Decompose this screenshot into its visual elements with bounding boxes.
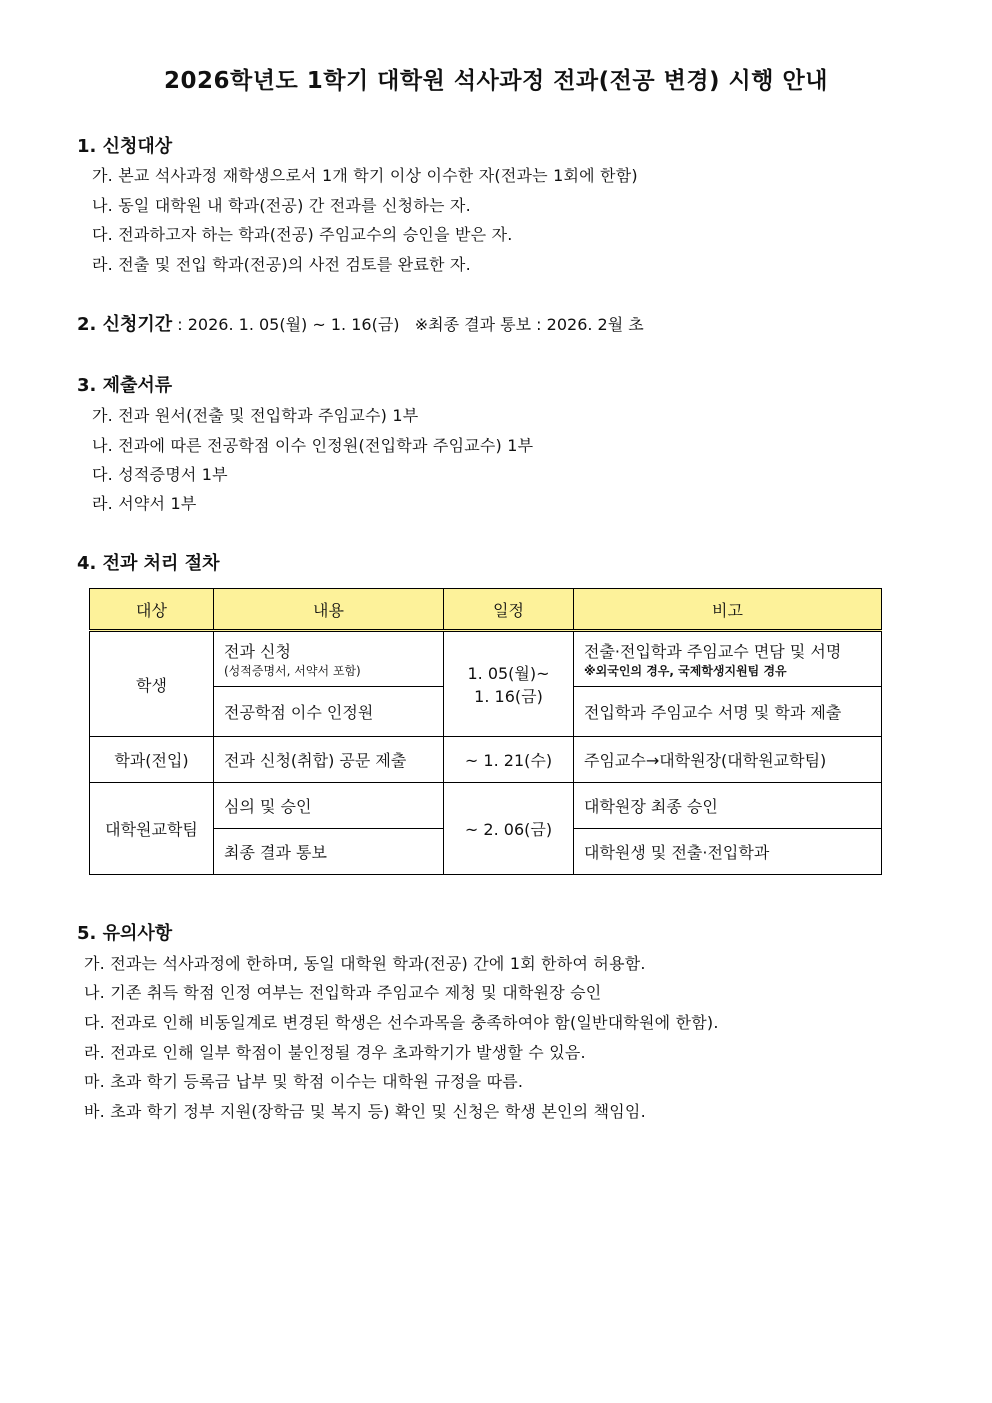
section5-item-1: 가. 전과는 석사과정에 한하며, 동일 대학원 학과(전공) 간에 1회 한하여 허용함. <box>84 954 646 973</box>
section2-period: : 2026. 1. 05(월) ~ 1. 16(금) ※최종 결과 통보 : 2026. 2월 초 <box>172 315 644 334</box>
section2-line <box>77 310 644 336</box>
table-row <box>90 783 882 829</box>
student-content-2: 전공학점 이수 인정원 <box>214 687 444 737</box>
section3-item-1: 가. 전과 원서(전출 및 전입학과 주임교수) 1부 <box>92 406 419 425</box>
student-target: 학생 <box>90 631 214 737</box>
section1-item-1: 가. 본교 석사과정 재학생으로서 1개 학기 이상 이수한 자(전과는 1회에 한함) <box>92 166 638 185</box>
student-note-1-sub: ※외국인의 경우, 국제학생지원팀 경유 <box>584 664 787 678</box>
header-schedule: 일정 <box>444 589 574 631</box>
office-note-1: 대학원장 최종 승인 <box>574 783 882 829</box>
section5-item-6: 바. 초과 학기 정부 지원(장학금 및 복지 등) 확인 및 신청은 학생 본인의 책임임. <box>84 1102 646 1121</box>
student-note-1-label: 전출·전입학과 주임교수 면담 및 서명 <box>584 642 842 661</box>
section1-item-2: 나. 동일 대학원 내 학과(전공) 간 전과를 신청하는 자. <box>92 196 471 215</box>
procedure-table <box>89 588 882 875</box>
dept-target: 학과(전입) <box>90 737 214 783</box>
section1-item-4: 라. 전출 및 전입 학과(전공)의 사전 검토를 완료한 자. <box>92 255 471 274</box>
header-note: 비고 <box>574 589 882 631</box>
section5-item-4: 라. 전과로 인해 일부 학점이 불인정될 경우 초과학기가 발생할 수 있음. <box>84 1043 586 1062</box>
student-note-1 <box>574 631 882 687</box>
office-target: 대학원교학팀 <box>90 783 214 875</box>
table-header-row <box>90 589 882 631</box>
student-content-1-sub: (성적증명서, 서약서 포함) <box>224 664 361 678</box>
header-target: 대상 <box>90 589 214 631</box>
section1-heading: 1. 신청대상 <box>77 136 173 157</box>
section3-item-4: 라. 서약서 1부 <box>92 494 197 513</box>
section2-heading: 2. 신청기간 <box>77 314 173 335</box>
dept-content: 전과 신청(취합) 공문 제출 <box>214 737 444 783</box>
section3-item-2: 나. 전과에 따른 전공학점 이수 인정원(전입학과 주임교수) 1부 <box>92 436 534 455</box>
office-schedule: ~ 2. 06(금) <box>444 783 574 875</box>
office-content-1: 심의 및 승인 <box>214 783 444 829</box>
student-schedule-end: 1. 16(금) <box>474 687 543 706</box>
table-row <box>90 737 882 783</box>
dept-note: 주임교수→대학원장(대학원교학팀) <box>574 737 882 783</box>
student-note-2: 전입학과 주임교수 서명 및 학과 제출 <box>574 687 882 737</box>
section5-heading: 5. 유의사항 <box>77 923 173 944</box>
student-schedule-start: 1. 05(월)~ <box>467 664 550 683</box>
section1-item-3: 다. 전과하고자 하는 학과(전공) 주임교수의 승인을 받은 자. <box>92 225 513 244</box>
student-content-1 <box>214 631 444 687</box>
section5-item-5: 마. 초과 학기 등록금 납부 및 학점 이수는 대학원 규정을 따름. <box>84 1072 524 1091</box>
office-note-2: 대학원생 및 전출·전입학과 <box>574 829 882 875</box>
section4-heading: 4. 전과 처리 절차 <box>77 553 220 574</box>
student-schedule <box>444 631 574 737</box>
header-content: 내용 <box>214 589 444 631</box>
table-row <box>90 631 882 687</box>
office-content-2: 최종 결과 통보 <box>214 829 444 875</box>
student-content-1-label: 전과 신청 <box>224 642 291 661</box>
section5-item-3: 다. 전과로 인해 비동일계로 변경된 학생은 선수과목을 충족하여야 함(일반대학원에 한함). <box>84 1013 719 1032</box>
section3-item-3: 다. 성적증명서 1부 <box>92 465 228 484</box>
section3-heading: 3. 제출서류 <box>77 375 173 396</box>
section5-item-2: 나. 기존 취득 학점 인정 여부는 전입학과 주임교수 제청 및 대학원장 승인 <box>84 983 602 1002</box>
page-title: 2026학년도 1학기 대학원 석사과정 전과(전공 변경) 시행 안내 <box>164 68 828 94</box>
dept-schedule: ~ 1. 21(수) <box>444 737 574 783</box>
